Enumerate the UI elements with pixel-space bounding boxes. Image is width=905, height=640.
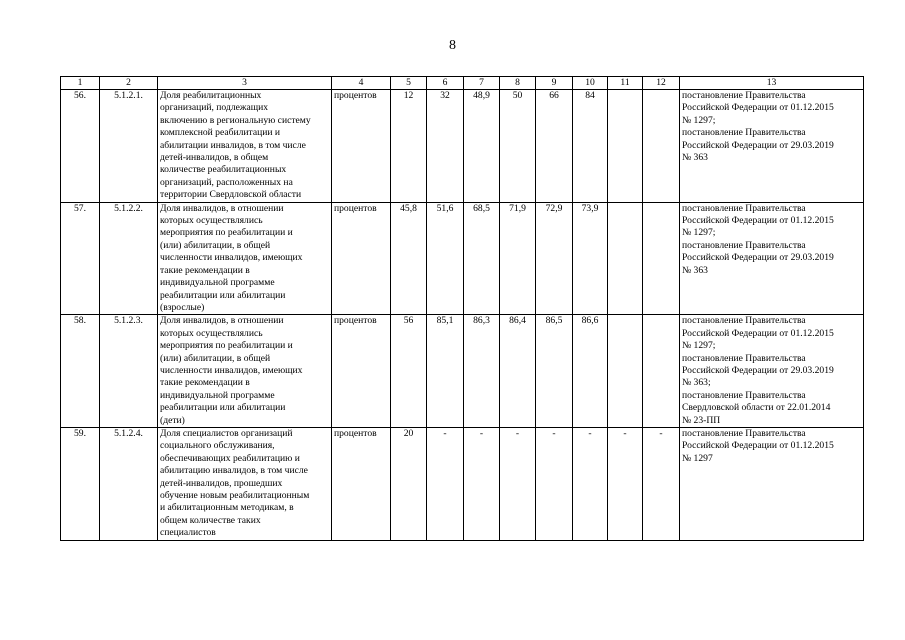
legal-basis-cell — [680, 90, 864, 203]
row-number-cell: 59. — [61, 427, 100, 540]
legal-basis-cell — [680, 202, 864, 315]
indicator-name-line: (дети) — [160, 414, 185, 426]
indicator-name-line: реабилитации или абилитации — [160, 402, 286, 414]
legal-basis-line: Российской Федерации от 01.12.2015 — [682, 440, 834, 452]
indicator-name-line: территории Свердловской области — [160, 189, 302, 201]
value-cell-8: - — [500, 427, 536, 540]
table-row — [61, 315, 864, 428]
legal-basis-line: Свердловской области от 22.01.2014 — [682, 402, 831, 414]
legal-basis-line: Российской Федерации от 01.12.2015 — [682, 102, 834, 114]
legal-basis-cell — [680, 315, 864, 428]
indicator-name-line: индивидуальной программе — [160, 389, 275, 401]
value-cell-11 — [608, 315, 643, 428]
row-number-cell: 57. — [61, 202, 100, 315]
indicator-code-cell: 5.1.2.1. — [100, 90, 158, 203]
indicator-name-line: общем количестве таких — [160, 514, 261, 526]
value-cell-6: 32 — [427, 90, 464, 203]
unit-cell: процентов — [332, 427, 391, 540]
value-cell-7: 48,9 — [464, 90, 500, 203]
indicator-name-line: специалистов — [160, 527, 216, 539]
value-cell-10: 84 — [573, 90, 608, 203]
value-cell-7: - — [464, 427, 500, 540]
legal-basis-line: постановление Правительства — [682, 127, 806, 139]
legal-basis-line: постановление Правительства — [682, 427, 806, 439]
indicator-name-line: абилитации инвалидов, в том числе — [160, 139, 306, 151]
unit-cell: процентов — [332, 315, 391, 428]
indicator-name-line: которых осуществлялись — [160, 327, 263, 339]
indicator-name-line: обучение новым реабилитационным — [160, 490, 310, 501]
legal-basis-line: Российской Федерации от 01.12.2015 — [682, 327, 834, 339]
page-number: 8 — [449, 38, 456, 53]
indicator-name-cell — [158, 315, 332, 428]
legal-basis-line: Российской Федерации от 29.03.2019 — [682, 252, 834, 264]
indicator-code-cell: 5.1.2.4. — [100, 427, 158, 540]
value-cell-6: - — [427, 427, 464, 540]
indicator-name-line: детей-инвалидов, прошедших — [160, 477, 283, 489]
legal-basis-line: № 1297; — [682, 227, 716, 239]
value-cell-12: - — [643, 427, 680, 540]
legal-basis-line: № 1297 — [682, 452, 713, 464]
value-cell-5: 45,8 — [391, 202, 427, 315]
column-header: 12 — [643, 77, 680, 90]
value-cell-12 — [643, 202, 680, 315]
value-cell-11 — [608, 202, 643, 315]
value-cell-5: 56 — [391, 315, 427, 428]
value-cell-11 — [608, 90, 643, 203]
legal-basis-line: № 1297; — [682, 114, 716, 126]
indicator-name-line: обеспечивающих реабилитацию и — [160, 452, 300, 464]
indicator-name-cell — [158, 427, 332, 540]
unit-cell: процентов — [332, 202, 391, 315]
indicator-name-line: мероприятия по реабилитации и — [160, 227, 293, 239]
indicator-name-line: комплексной реабилитации и — [160, 127, 281, 139]
legal-basis-line: № 363; — [682, 377, 711, 389]
value-cell-8: 50 — [500, 90, 536, 203]
column-header: 11 — [608, 77, 643, 90]
table-row — [61, 427, 864, 540]
indicator-name-line: (взрослые) — [160, 301, 205, 313]
indicator-name-line: количестве реабилитационных — [160, 164, 287, 176]
legal-basis-line: Российской Федерации от 29.03.2019 — [682, 139, 834, 151]
legal-basis-line: постановление Правительства — [682, 202, 806, 214]
column-header: 10 — [573, 77, 608, 90]
value-cell-7: 68,5 — [464, 202, 500, 315]
unit-cell: процентов — [332, 90, 391, 203]
legal-basis-line: постановление Правительства — [682, 389, 806, 401]
column-header: 4 — [332, 77, 391, 90]
legal-basis-line: постановление Правительства — [682, 315, 806, 327]
value-cell-7: 86,3 — [464, 315, 500, 428]
value-cell-8: 86,4 — [500, 315, 536, 428]
indicator-name-line: численности инвалидов, имеющих — [160, 364, 303, 376]
value-cell-12 — [643, 90, 680, 203]
legal-basis-line: № 23-ПП — [682, 414, 721, 426]
value-cell-9: - — [536, 427, 573, 540]
column-header: 2 — [100, 77, 158, 90]
legal-basis-line: Российской Федерации от 29.03.2019 — [682, 364, 834, 376]
legal-basis-line: Российской Федерации от 01.12.2015 — [682, 215, 834, 227]
indicator-name-line: численности инвалидов, имеющих — [160, 252, 303, 264]
table-row — [61, 202, 864, 315]
indicator-code-cell: 5.1.2.2. — [100, 202, 158, 315]
column-header: 1 — [61, 77, 100, 90]
indicator-name-line: организаций, расположенных на — [160, 176, 293, 188]
indicator-name-line: (или) абилитации, в общей — [160, 239, 271, 251]
column-header: 9 — [536, 77, 573, 90]
indicator-name-line: которых осуществлялись — [160, 215, 263, 227]
value-cell-5: 12 — [391, 90, 427, 203]
indicator-name-line: и абилитационным методикам, в — [160, 502, 294, 514]
indicator-name-line: организаций, подлежащих — [160, 102, 269, 114]
column-header: 13 — [680, 77, 864, 90]
column-header: 5 — [391, 77, 427, 90]
indicator-name-cell — [158, 90, 332, 203]
indicator-name-line: социального обслуживания, — [160, 440, 275, 452]
legal-basis-line: № 363 — [682, 152, 708, 164]
indicator-name-line: индивидуальной программе — [160, 277, 275, 289]
value-cell-9: 72,9 — [536, 202, 573, 315]
indicator-name-line: Доля реабилитационных — [160, 90, 262, 101]
indicator-name-line: реабилитации или абилитации — [160, 289, 286, 301]
row-number-cell: 56. — [61, 90, 100, 203]
value-cell-5: 20 — [391, 427, 427, 540]
indicator-name-line: Доля инвалидов, в отношении — [160, 315, 284, 327]
value-cell-9: 86,5 — [536, 315, 573, 428]
indicator-name-line: включению в региональную систему — [160, 114, 311, 126]
indicator-name-line: такие рекомендации в — [160, 377, 250, 389]
legal-basis-line: № 363 — [682, 264, 708, 276]
indicator-name-line: детей-инвалидов, в общем — [160, 152, 269, 164]
legal-basis-line: постановление Правительства — [682, 90, 806, 101]
indicator-code-cell: 5.1.2.3. — [100, 315, 158, 428]
value-cell-12 — [643, 315, 680, 428]
legal-basis-line: постановление Правительства — [682, 352, 806, 364]
table-row — [61, 90, 864, 203]
indicator-name-line: такие рекомендации в — [160, 264, 250, 276]
column-header: 8 — [500, 77, 536, 90]
value-cell-10: - — [573, 427, 608, 540]
indicator-name-line: Доля инвалидов, в отношении — [160, 202, 284, 214]
header-row — [61, 77, 864, 90]
indicators-table — [60, 76, 864, 541]
column-header: 6 — [427, 77, 464, 90]
indicator-name-cell — [158, 202, 332, 315]
column-header: 7 — [464, 77, 500, 90]
value-cell-10: 86,6 — [573, 315, 608, 428]
indicator-name-line: мероприятия по реабилитации и — [160, 340, 293, 352]
indicator-name-line: Доля специалистов организаций — [160, 427, 293, 439]
value-cell-8: 71,9 — [500, 202, 536, 315]
legal-basis-line: № 1297; — [682, 340, 716, 352]
value-cell-6: 85,1 — [427, 315, 464, 428]
legal-basis-cell — [680, 427, 864, 540]
value-cell-11: - — [608, 427, 643, 540]
value-cell-10: 73,9 — [573, 202, 608, 315]
column-header: 3 — [158, 77, 332, 90]
row-number-cell: 58. — [61, 315, 100, 428]
legal-basis-line: постановление Правительства — [682, 239, 806, 251]
indicator-name-line: абилитацию инвалидов, в том числе — [160, 465, 308, 477]
value-cell-6: 51,6 — [427, 202, 464, 315]
value-cell-9: 66 — [536, 90, 573, 203]
indicator-name-line: (или) абилитации, в общей — [160, 352, 271, 364]
